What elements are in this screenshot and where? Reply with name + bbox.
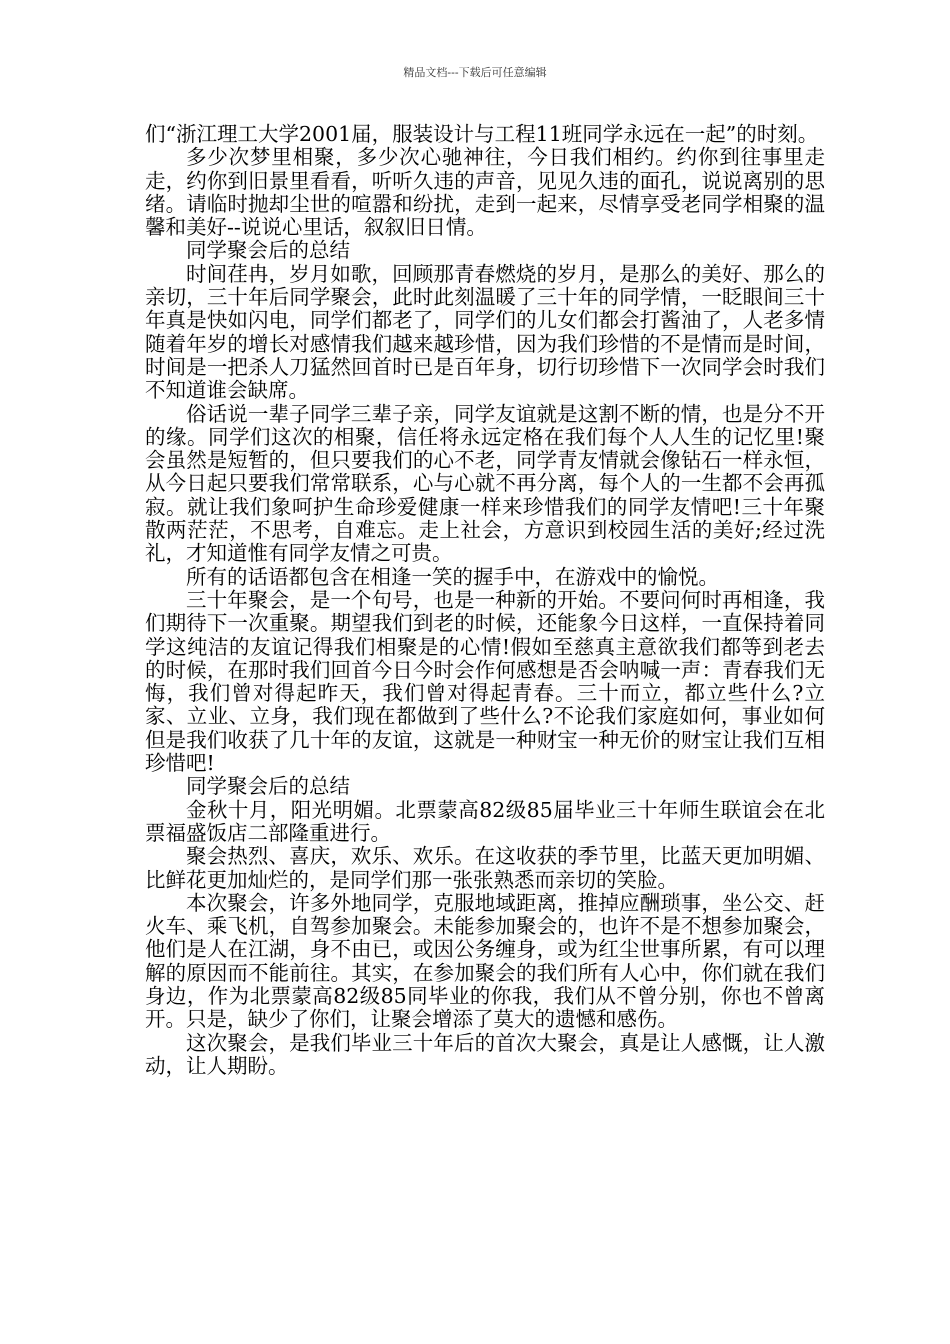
page-header: 精品文档---下载后可任意编辑 [403, 66, 547, 79]
paragraph: 金秋十月，阳光明媚。北票蒙高82级85届毕业三十年师生联谊会在北票福盛饭店二部隆重进行。 [145, 797, 825, 845]
paragraph: 所有的话语都包含在相逢一笑的握手中，在游戏中的愉悦。 [186, 564, 719, 589]
document-body [145, 123, 825, 1078]
paragraph: 俗话说一辈子同学三辈子亲，同学友谊就是这割不断的情，也是分不开的缘。同学们这次的相聚，信任将永远定格在我们每个人人生的记忆里!聚会虽然是短暂的，但只要我们的心不老，同学青友情就会像钻石一样永恒， 从今日起只要我们常常联系，心与心就不再分离，每个人的一生都不会再孤寂。就让我们象呵护生命珍爱健康一样来珍惜我们的同学友情吧!三十年聚散两茫茫，不思考，自难忘。走上社会，方意识到校园生活的美好;经过洗礼，才知道惟有同学友情之可贵。 [145, 401, 825, 566]
section-heading: 同学聚会后的总结 [186, 238, 350, 263]
paragraph: 这次聚会，是我们毕业三十年后的首次大聚会，真是让人感慨，让人激动，让人期盼。 [145, 1030, 825, 1078]
paragraph: 们“浙江理工大学2001届，服装设计与工程11班同学永远在一起”的时刻。 [145, 122, 819, 146]
paragraph: 多少次梦里相聚，多少次心驰神往，今日我们相约。约你到往事里走走，约你到旧景里看看，听听久违的声音，见见久违的面孔，说说离别的思绪。请临时抛却尘世的喧嚣和纷扰，走到一起来，尽情享受老同学相聚的温馨和美好--说说心里话，叙叙旧日情。 [145, 145, 825, 240]
section-heading: 同学聚会后的总结 [186, 774, 350, 799]
paragraph: 本次聚会，许多外地同学，克服地域距离，推掉应酬琐事，坐公交、赶火车、乘飞机，自驾参加聚会。未能参加聚会的，也许不是不想参加聚会，他们是人在江湖，身不由已，或因公务缠身，或为红尘世事所累，有可以理解的原因而不能前往。其实，在参加聚会的我们所有人心中，你们就在我们身边，作为北票蒙高82级85同毕业的你我，我们从不曾分别，你也不曾离开。只是，缺少了你们，让聚会增添了莫大的遗憾和感伤。 [145, 890, 825, 1032]
paragraph: 时间荏冉，岁月如歌，回顾那青春燃烧的岁月，是那么的美好、那么的亲切，三十年后同学聚会，此时此刻温暖了三十年的同学情，一眨眼间三十年真是快如闪电，同学们都老了，同学们的儿女们都会打酱油了，人老多情随着年岁的增长对感情我们越来越珍惜，因为我们珍惜的不是情而是时间，时间是一把杀人刀猛然回首时已是百年身，切行切珍惜下一次同学会时我们不知道谁会缺席。 [145, 261, 825, 403]
paragraph: 三十年聚会，是一个句号，也是一种新的开始。不要问何时再相逢，我们期待下一次重聚。期望我们到老的时候，还能象今日这样，一直保持着同学这纯洁的友谊记得我们相聚是的心情!假如至慈真主意欲我们都等到老去的时候，在那时我们回首今日今时会作何感想是否会呐喊一声：青春我们无悔，我们曾对得起昨天，我们曾对得起青春。三十而立，都立些什么?立家、立业、立身，我们现在都做到了些什么?不论我们家庭如何，事业如何但是我们收获了几十年的友谊，这就是一种财宝一种无价的财宝让我们互相珍惜吧! [145, 587, 825, 776]
paragraph: 聚会热烈、喜庆，欢乐、欢乐。在这收获的季节里，比蓝天更加明媚、比鲜花更加灿烂的，是同学们那一张张熟悉而亲切的笑脸。 [145, 844, 825, 892]
